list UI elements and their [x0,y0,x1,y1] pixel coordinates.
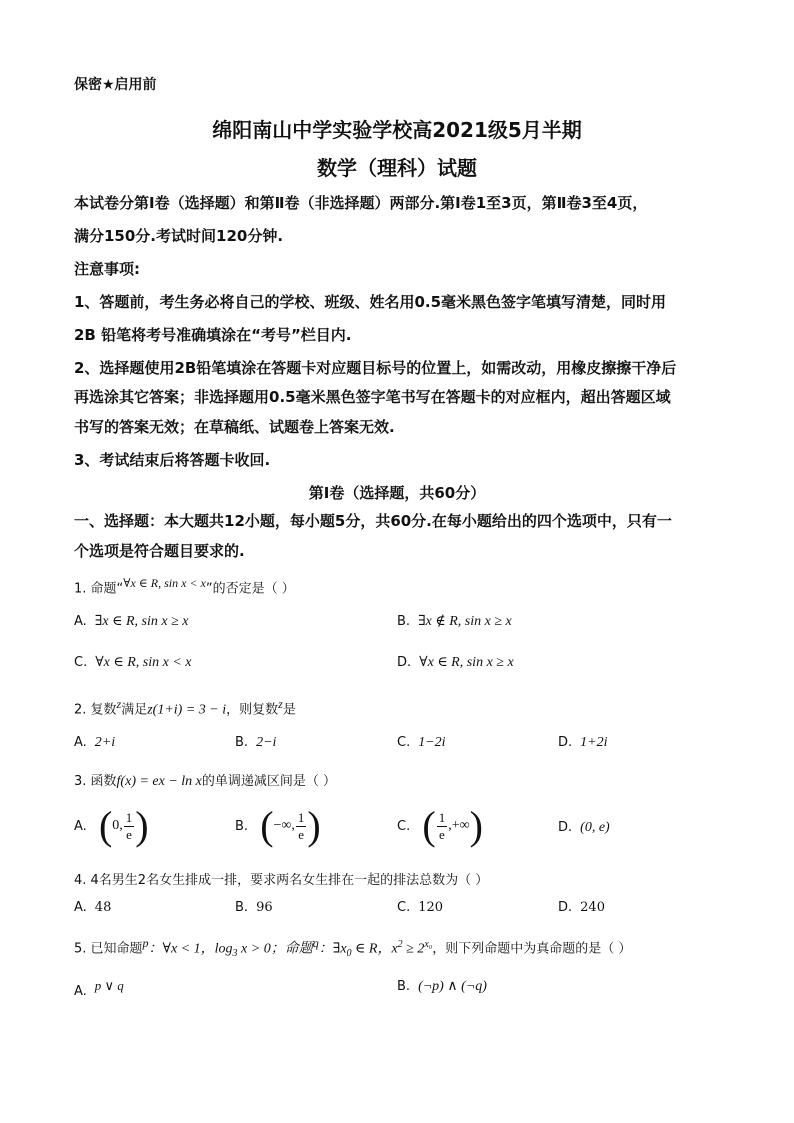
note-1a: 1、答题前，考生务必将自己的学校、班级、姓名用0.5毫米黑色签字笔填写清楚，同时用 [74,293,667,311]
question-2-option-c[interactable]: C. 1−2i [397,735,446,750]
question-3-option-c[interactable]: C. ( $\frac{1}{e}$ ,+∞ ) [397,803,483,848]
question-4-option-a[interactable]: A. 48 [74,900,112,915]
question-2-option-b[interactable]: B. 2−i [235,735,277,750]
question-1-math: ∀x ∈ R, sin x < x [123,576,206,590]
question-2-math: z(1+i) = 3 − i [147,702,227,718]
question-1-option-d[interactable]: D. ∀x ∈ R, sin x ≥ x [397,655,514,670]
question-4-option-d[interactable]: D. 240 [558,900,605,915]
exam-title: 绵阳南山中学实验学校高2021级5月半期 [212,118,582,142]
note-2b: 再选涂其它答案；非选择题用0.5毫米黑色签字笔书写在答题卡的对应框内，超出答题区域 [74,388,671,406]
note-1b: 2B 铅笔将考号准确填涂在“考号”栏目内. [74,326,352,344]
question-1-option-a[interactable]: A. ∃x ∈ R, sin x ≥ x [74,614,189,629]
question-5-option-a[interactable]: A. $^{p \vee q}$ [74,978,124,1000]
question-2-option-d[interactable]: D. 1+2i [558,735,608,750]
exam-subtitle: 数学（理科）试题 [317,156,477,180]
question-3-option-d[interactable]: D. (0, e) [558,820,610,835]
intro-line-2: 满分150分.考试时间120分钟. [74,227,284,245]
section-instr-2: 个选项是符合题目要求的. [74,542,245,560]
notes-heading: 注意事项: [74,260,140,278]
question-1-option-c[interactable]: C. ∀x ∈ R, sin x < x [74,655,192,670]
question-3-option-a[interactable]: A. ( 0, $\frac{1}{e}$ ) [74,803,149,848]
question-3-option-b[interactable]: B. ( −∞, $\frac{1}{e}$ ) [235,803,321,848]
question-4-stem: 4. 4名男生2名女生排成一排，要求两名女生排在一起的排法总数为（ ） [74,873,489,888]
confidential-label: 保密★启用前 [74,77,157,93]
note-2c: 书写的答案无效；在草稿纸、试题卷上答案无效. [74,418,395,436]
question-4-option-b[interactable]: B. 96 [235,900,273,915]
question-5-option-b[interactable]: B. (¬p) ∧ (¬q) [397,979,487,994]
question-3-math: f(x) = ex − ln x [116,774,202,789]
question-1-stem: 1. 命题“$^{\forall x \in R, sin x < x}$”的否定是（ ） [74,576,295,597]
question-3-stem: 3. 函数f(x) = ex − ln x的单调递减区间是（ ） [74,774,337,789]
question-2-option-a[interactable]: A. 2+i [74,735,116,750]
note-2a: 2、选择题使用2B铅笔填涂在答题卡对应题目标号的位置上，如需改动，用橡皮擦擦干净后 [74,359,677,377]
question-5-stem: 5. 已知命题$^p$：∀x < 1，$\log_3 x > 0$；命题$^q$：$\exists x_0$ ∈ R，$x^2 \ge 2^{x_0}$，则下列命题中为真命题的是（ ） [74,936,632,959]
section-instr-1: 一、选择题：本大题共12小题，每小题5分，共60分.在每小题给出的四个选项中，只有一 [74,512,672,530]
question-4-option-c[interactable]: C. 120 [397,900,444,915]
intro-line-1: 本试卷分第Ⅰ卷（选择题）和第Ⅱ卷（非选择题）两部分.第Ⅰ卷1至3页，第Ⅱ卷3至4页， [74,194,648,212]
question-1-option-b[interactable]: B. ∃x ∉ R, sin x ≥ x [397,614,512,629]
section-heading: 第Ⅰ卷（选择题，共60分） [308,484,486,502]
question-2-stem: 2. 复数$^z$满足z(1+i) = 3 − i，则复数$^z$是 [74,697,296,718]
note-3: 3、考试结束后将答题卡收回. [74,451,271,469]
